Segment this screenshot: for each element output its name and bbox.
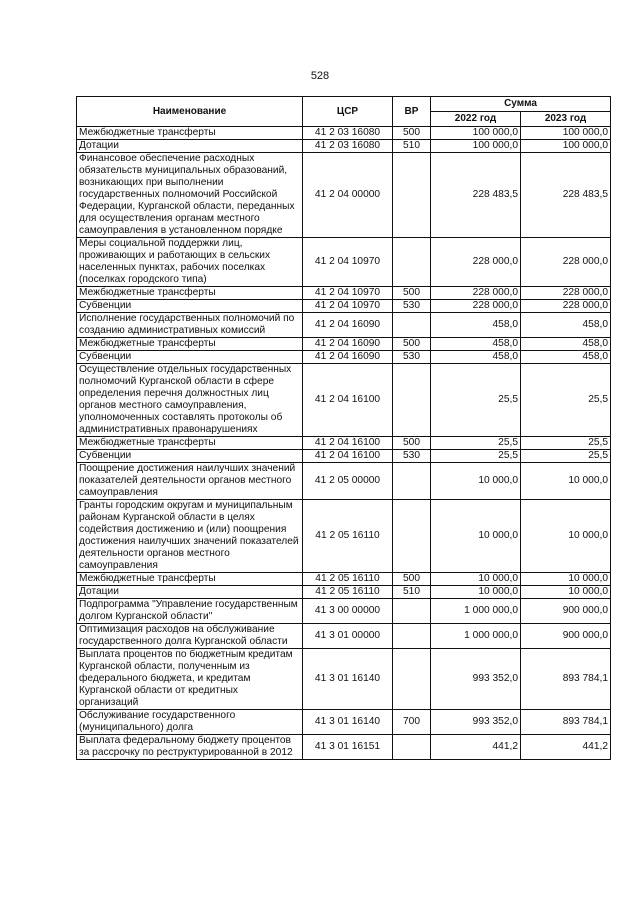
table-row	[77, 313, 611, 338]
row-name-cell: Подпрограмма "Управление государственным долгом Курганской области"	[77, 599, 303, 624]
row-amount-2023-cell: 25,5	[521, 450, 611, 463]
table-row	[77, 153, 611, 238]
row-amount-2023-cell: 893 784,1	[521, 649, 611, 710]
row-amount-2022-cell: 10 000,0	[431, 586, 521, 599]
row-vr-cell: 530	[393, 300, 431, 313]
row-amount-2023-cell: 228 483,5	[521, 153, 611, 238]
row-amount-2022-cell: 458,0	[431, 338, 521, 351]
row-amount-2023-cell: 228 000,0	[521, 287, 611, 300]
row-csr-cell: 41 2 05 16110	[303, 586, 393, 599]
row-amount-2023-cell: 900 000,0	[521, 599, 611, 624]
row-vr-cell	[393, 599, 431, 624]
row-amount-2023-cell: 100 000,0	[521, 140, 611, 153]
row-amount-2022-cell: 10 000,0	[431, 573, 521, 586]
row-vr-cell: 500	[393, 573, 431, 586]
row-vr-cell	[393, 500, 431, 573]
table-row	[77, 364, 611, 437]
row-name-cell: Обслуживание государственного (муниципального) долга	[77, 710, 303, 735]
row-amount-2023-cell: 458,0	[521, 338, 611, 351]
budget-table	[76, 96, 611, 760]
row-amount-2022-cell: 458,0	[431, 313, 521, 338]
row-name-cell: Межбюджетные трансферты	[77, 437, 303, 450]
table-row	[77, 437, 611, 450]
row-csr-cell: 41 3 01 16140	[303, 649, 393, 710]
row-csr-cell: 41 3 01 16151	[303, 735, 393, 760]
row-name-cell: Выплата федеральному бюджету процентов за рассрочку по реструктурированной в 2012	[77, 735, 303, 760]
row-csr-cell: 41 2 04 16100	[303, 450, 393, 463]
row-vr-cell	[393, 153, 431, 238]
row-csr-cell: 41 2 05 16110	[303, 500, 393, 573]
row-amount-2023-cell: 10 000,0	[521, 500, 611, 573]
header-sum: Сумма	[431, 97, 611, 112]
row-amount-2022-cell: 25,5	[431, 437, 521, 450]
row-amount-2022-cell: 25,5	[431, 364, 521, 437]
table-row	[77, 463, 611, 500]
row-amount-2023-cell: 10 000,0	[521, 586, 611, 599]
table-row	[77, 624, 611, 649]
row-amount-2022-cell: 25,5	[431, 450, 521, 463]
row-vr-cell: 500	[393, 437, 431, 450]
table-row	[77, 450, 611, 463]
row-amount-2022-cell: 993 352,0	[431, 710, 521, 735]
table-row	[77, 338, 611, 351]
row-name-cell: Исполнение государственных полномочий по созданию административных комиссий	[77, 313, 303, 338]
row-csr-cell: 41 2 04 10970	[303, 287, 393, 300]
row-name-cell: Межбюджетные трансферты	[77, 127, 303, 140]
table-row	[77, 586, 611, 599]
row-name-cell: Выплата процентов по бюджетным кредитам Курганской области, полученным из федерального бюджета, и кредитам Курганской области от кредитных организаций	[77, 649, 303, 710]
row-name-cell: Дотации	[77, 140, 303, 153]
row-vr-cell: 500	[393, 338, 431, 351]
row-name-cell: Меры социальной поддержки лиц, проживающих и работающих в сельских населенных пунктах, рабочих поселках (поселках городского типа)	[77, 238, 303, 287]
row-amount-2022-cell: 993 352,0	[431, 649, 521, 710]
row-name-cell: Дотации	[77, 586, 303, 599]
row-csr-cell: 41 2 05 16110	[303, 573, 393, 586]
table-row	[77, 573, 611, 586]
row-amount-2022-cell: 10 000,0	[431, 463, 521, 500]
row-amount-2023-cell: 10 000,0	[521, 573, 611, 586]
row-vr-cell: 510	[393, 586, 431, 599]
table-row	[77, 300, 611, 313]
row-amount-2022-cell: 228 000,0	[431, 238, 521, 287]
row-amount-2022-cell: 228 483,5	[431, 153, 521, 238]
row-csr-cell: 41 2 04 16090	[303, 313, 393, 338]
row-name-cell: Межбюджетные трансферты	[77, 573, 303, 586]
header-csr: ЦСР	[303, 97, 393, 127]
row-vr-cell: 500	[393, 287, 431, 300]
table-row	[77, 127, 611, 140]
page-number: 528	[310, 70, 330, 82]
header-year-2022: 2022 год	[431, 112, 521, 127]
table-row	[77, 238, 611, 287]
row-name-cell: Межбюджетные трансферты	[77, 338, 303, 351]
row-csr-cell: 41 2 04 10970	[303, 300, 393, 313]
table-row	[77, 649, 611, 710]
row-vr-cell: 510	[393, 140, 431, 153]
row-amount-2022-cell: 458,0	[431, 351, 521, 364]
row-csr-cell: 41 3 01 16140	[303, 710, 393, 735]
row-name-cell: Субвенции	[77, 300, 303, 313]
row-csr-cell: 41 2 05 00000	[303, 463, 393, 500]
row-csr-cell: 41 2 03 16080	[303, 140, 393, 153]
table-row	[77, 140, 611, 153]
row-amount-2023-cell: 25,5	[521, 437, 611, 450]
row-name-cell: Оптимизация расходов на обслуживание государственного долга Курганской области	[77, 624, 303, 649]
row-amount-2023-cell: 228 000,0	[521, 300, 611, 313]
row-amount-2023-cell: 100 000,0	[521, 127, 611, 140]
table-row	[77, 287, 611, 300]
row-csr-cell: 41 2 04 00000	[303, 153, 393, 238]
row-amount-2023-cell: 10 000,0	[521, 463, 611, 500]
row-vr-cell	[393, 364, 431, 437]
table-header	[77, 97, 611, 127]
row-amount-2023-cell: 893 784,1	[521, 710, 611, 735]
row-name-cell: Поощрение достижения наилучших значений показателей деятельности органов местного самоуправления	[77, 463, 303, 500]
row-csr-cell: 41 3 01 00000	[303, 624, 393, 649]
row-csr-cell: 41 2 03 16080	[303, 127, 393, 140]
table-row	[77, 351, 611, 364]
row-name-cell: Субвенции	[77, 450, 303, 463]
row-amount-2022-cell: 1 000 000,0	[431, 624, 521, 649]
row-name-cell: Осуществление отдельных государственных полномочий Курганской области в сфере определения перечня должностных лиц органов местного самоуправления, уполномоченных составлять протоколы об административных правонарушениях	[77, 364, 303, 437]
row-vr-cell	[393, 649, 431, 710]
row-vr-cell	[393, 238, 431, 287]
table-body	[77, 127, 611, 760]
row-amount-2022-cell: 10 000,0	[431, 500, 521, 573]
row-name-cell: Субвенции	[77, 351, 303, 364]
header-year-2023: 2023 год	[521, 112, 611, 127]
row-amount-2022-cell: 1 000 000,0	[431, 599, 521, 624]
row-name-cell: Финансовое обеспечение расходных обязательств муниципальных образований, возникающих при выполнении государственных полномочий Российской Федерации, Курганской области, переданных для осуществления органам местного самоуправления в установленном порядке	[77, 153, 303, 238]
row-amount-2023-cell: 228 000,0	[521, 238, 611, 287]
row-vr-cell: 500	[393, 127, 431, 140]
row-vr-cell	[393, 463, 431, 500]
row-amount-2023-cell: 458,0	[521, 351, 611, 364]
row-vr-cell: 700	[393, 710, 431, 735]
row-vr-cell	[393, 624, 431, 649]
row-amount-2023-cell: 441,2	[521, 735, 611, 760]
row-amount-2023-cell: 900 000,0	[521, 624, 611, 649]
table-row	[77, 500, 611, 573]
row-amount-2023-cell: 458,0	[521, 313, 611, 338]
row-amount-2022-cell: 100 000,0	[431, 140, 521, 153]
header-vr: ВР	[393, 97, 431, 127]
row-vr-cell	[393, 735, 431, 760]
row-amount-2022-cell: 228 000,0	[431, 287, 521, 300]
row-csr-cell: 41 2 04 10970	[303, 238, 393, 287]
table-row	[77, 735, 611, 760]
row-amount-2023-cell: 25,5	[521, 364, 611, 437]
row-csr-cell: 41 2 04 16100	[303, 364, 393, 437]
row-amount-2022-cell: 441,2	[431, 735, 521, 760]
header-name: Наименование	[77, 97, 303, 127]
row-csr-cell: 41 2 04 16100	[303, 437, 393, 450]
row-name-cell: Гранты городским округам и муниципальным районам Курганской области в целях содействия достижению и (или) поощрения достижения наилучших значений показателей деятельности органов местного самоуправления	[77, 500, 303, 573]
row-csr-cell: 41 3 00 00000	[303, 599, 393, 624]
row-vr-cell	[393, 313, 431, 338]
row-csr-cell: 41 2 04 16090	[303, 351, 393, 364]
row-csr-cell: 41 2 04 16090	[303, 338, 393, 351]
row-vr-cell: 530	[393, 450, 431, 463]
row-name-cell: Межбюджетные трансферты	[77, 287, 303, 300]
row-amount-2022-cell: 100 000,0	[431, 127, 521, 140]
row-vr-cell: 530	[393, 351, 431, 364]
table-row	[77, 710, 611, 735]
row-amount-2022-cell: 228 000,0	[431, 300, 521, 313]
table-row	[77, 599, 611, 624]
